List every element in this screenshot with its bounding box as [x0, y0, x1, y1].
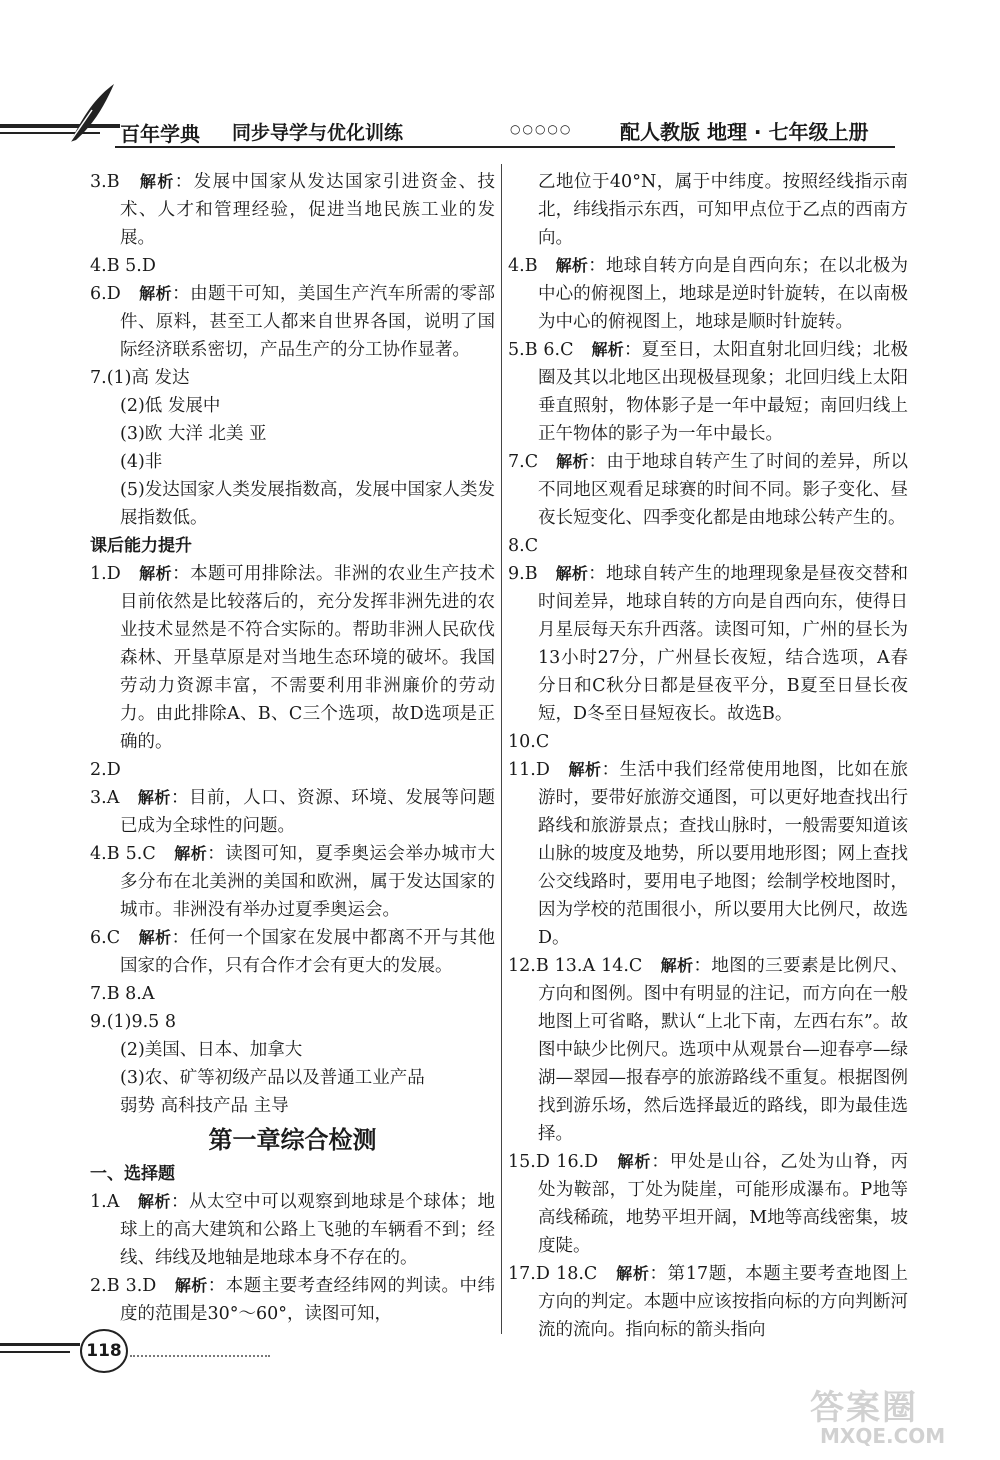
answer-text: ：夏至日，太阳直射北回归线；北极圈及其以北地区出现极昼现象；北回归线上太阳垂直照射，物体影子是一年中最短；南回归线上正午物体的影子为一年中最长。: [538, 340, 908, 444]
analysis-tag: 解析: [556, 452, 589, 471]
footer-rule-thin: [0, 1351, 70, 1353]
header-rule: [115, 146, 895, 148]
answer-entry: [90, 1008, 495, 1036]
watermark-url: MXQE.COM: [820, 1424, 946, 1448]
answer-number: 6.D: [90, 284, 121, 304]
answer-number: 1.A: [90, 1192, 120, 1212]
section-heading: 一、选择题: [90, 1164, 175, 1184]
answer-text: ：由题干可知，美国生产汽车所需的零部件、原料，甚至工人都来自世界各国，说明了国际经济联系密切，产品生产的分工协作显著。: [120, 284, 496, 360]
footer-rule: [0, 1343, 80, 1346]
answer-text: ：地球自转方向是自西向东；在以北极为中心的俯视图上，地球是逆时针旋转，在以南极为中心的俯视图上，地球是顺时针旋转。: [538, 256, 909, 332]
answer-entry: [508, 1260, 908, 1344]
brand-name: 百年学典: [120, 122, 200, 146]
answer-number: 3.B: [90, 172, 120, 192]
column-divider: [501, 164, 502, 1334]
analysis-tag: 解析: [137, 1192, 171, 1211]
answer-number: 6.C: [90, 928, 121, 948]
analysis-tag: 解析: [617, 1152, 652, 1171]
answer-text: ：从太空中可以观察到地球是个球体；地球上的高大建筑和公路上飞驰的车辆看不到；经线、纬线及地轴是地球本身不存在的。: [120, 1192, 495, 1268]
answer-number: 11.D: [508, 760, 550, 780]
answer-number: 17.D 18.C: [508, 1264, 598, 1284]
answer-entry: [508, 1148, 908, 1260]
right-column: [508, 168, 908, 1344]
analysis-tag: 解析: [616, 1264, 650, 1283]
answer-text: ：甲处是山谷，乙处为山脊，丙处为鞍部，丁处为陡崖，可能形成瀑布。P地等高线稀疏，地势平坦开阔，M地等高线密集，坡度陡。: [538, 1152, 909, 1256]
answer-text: ：本题可用排除法。非洲的农业生产技术目前依然是比较落后的，充分发挥非洲先进的农业技术显然是不符合实际的。帮助非洲人民砍伐森林、开垦草原是对当地生态环境的破坏。我国劳动力资源丰富，不需要利用非洲廉价的劳动力。由此排除A、B、C三个选项，故D选项是正确的。: [120, 564, 496, 752]
answer-subitem: (2)美国、日本、加拿大: [120, 1040, 303, 1060]
answer-entry: [508, 336, 908, 448]
answer-text: ：地球自转产生的地理现象是昼夜交替和时间差异，地球自转的方向是自西向东，使得日月星辰每天东升西落。读图可知，广州的昼长为13小时27分，广州昼长夜短，结合选项，A春分日和C秋分日都是昼夜平分，B夏至日昼长夜短，D冬至日昼短夜长。故选B。: [538, 564, 909, 724]
answer-subitem: (3)欧 大洋 北美 亚: [120, 424, 267, 444]
answer-subitem: 弱势 高科技产品 主导: [120, 1096, 289, 1116]
section-heading: 课后能力提升: [90, 536, 192, 556]
answer-subitem: (2)低 发展中: [120, 396, 221, 416]
answer-number: 3.A: [90, 788, 120, 808]
answer-entry: [90, 784, 495, 840]
answer-entry: [90, 1188, 495, 1272]
header-dots: ○○○○○: [510, 122, 573, 136]
answer-entry: [508, 560, 908, 728]
answer-text: ：由于地球自转产生了时间的差异，所以不同地区观看足球赛的时间不同。影子变化、昼夜长短变化、四季变化都是由地球公转产生的。: [538, 452, 908, 528]
edition-label: 配人教版 地理 · 七年级上册: [620, 120, 869, 144]
answer-entry: [90, 560, 495, 756]
answer-entry: [508, 756, 908, 952]
analysis-tag: 解析: [138, 928, 172, 947]
answer-number: 9.(1)9.5 8: [90, 1012, 177, 1032]
answer-number: 7.B 8.A: [90, 984, 155, 1004]
quill-icon: [62, 80, 122, 150]
answer-text: ：本题主要考查经纬网的判读。中纬度的范围是30°～60°，读图可知，: [120, 1276, 495, 1324]
answer-subitem: (3)农、矿等初级产品以及普通工业产品: [120, 1068, 425, 1088]
answer-number: 2.B 3.D: [90, 1276, 157, 1296]
analysis-tag: 解析: [139, 284, 173, 303]
answer-continuation: 乙地位于40°N，属于中纬度。按照经线指示南北，纬线指示东西，可知甲点位于乙点的西南方向。: [538, 172, 908, 248]
answer-entry: [90, 168, 495, 252]
analysis-tag: 解析: [139, 564, 173, 583]
answer-entry: [508, 252, 908, 336]
answer-subitem: (4)非: [120, 452, 163, 472]
answer-entry: [90, 924, 495, 980]
watermark-logo: 答案圈: [810, 1388, 918, 1428]
answer-text: ：任何一个国家在发展中都离不开与其他国家的合作，只有合作才会有更大的发展。: [120, 928, 496, 976]
analysis-tag: 解析: [568, 760, 602, 779]
answer-text: ：生活中我们经常使用地图，比如在旅游时，要带好旅游交通图，可以更好地查找出行路线和旅游景点；查找山脉时，一般需要知道该山脉的坡度及地势，所以要用地形图；网上查找公交线路时，要用电子地图；绘制学校地图时，因为学校的范围很小，所以要用大比例尺，故选D。: [538, 760, 909, 948]
answer-entry: [90, 364, 495, 392]
answer-number: 5.B 6.C: [508, 340, 574, 360]
answer-entry: [90, 980, 495, 1008]
left-column: [90, 168, 495, 1328]
answer-number: 4.B 5.C: [90, 844, 156, 864]
chapter-title: 第一章综合检测: [208, 1126, 377, 1154]
page-footer: [0, 1325, 300, 1385]
answer-entry: [90, 840, 495, 924]
answer-number: 10.C: [508, 732, 550, 752]
answer-number: 2.D: [90, 760, 121, 780]
answer-entry: [508, 448, 908, 532]
answer-entry: [90, 252, 495, 280]
answer-entry: [90, 1272, 495, 1328]
analysis-tag: 解析: [660, 956, 694, 975]
answer-text: ：读图可知，夏季奥运会举办城市大多分布在北美洲的美国和欧洲，属于发达国家的城市。非洲没有举办过夏季奥运会。: [120, 844, 495, 920]
book-subtitle: 同步导学与优化训练: [232, 122, 404, 144]
answer-entry: [90, 280, 495, 364]
answer-number: 12.B 13.A 14.C: [508, 956, 643, 976]
answer-entry: [508, 728, 908, 756]
footer-dotted-line: [130, 1355, 270, 1357]
answer-text: ：发展中国家从发达国家引进资金、技术、人才和管理经验，促进当地民族工业的发展。: [120, 172, 495, 248]
answer-number: 4.B: [508, 256, 538, 276]
answer-text: ：目前，人口、资源、环境、发展等问题已成为全球性的问题。: [120, 788, 495, 836]
analysis-tag: 解析: [174, 844, 208, 863]
answer-number: 4.B 5.D: [90, 256, 156, 276]
answer-text: ：第17题，本题主要考查地图上方向的判定。本题中应该按指向标的方向判断河流的流向。指向标的箭头指向: [538, 1264, 908, 1340]
answer-entry: [508, 952, 908, 1148]
answer-number: 8.C: [508, 536, 539, 556]
answer-entry: [508, 532, 908, 560]
answer-number: 7.(1)高 发达: [90, 368, 190, 388]
page-number: 118: [80, 1329, 128, 1373]
answer-subitem: (5)发达国家人类发展指数高，发展中国家人类发展指数低。: [120, 480, 495, 528]
answer-number: 1.D: [90, 564, 121, 584]
analysis-tag: 解析: [555, 256, 589, 275]
answer-number: 7.C: [508, 452, 539, 472]
analysis-tag: 解析: [555, 564, 589, 583]
answer-number: 9.B: [508, 564, 538, 584]
analysis-tag: 解析: [139, 172, 175, 191]
answer-text: ：地图的三要素是比例尺、方向和图例。图中有明显的注记，而方向在一般地图上可省略，默认“上北下南，左西右东”。故图中缺少比例尺。选项中从观景台—迎春亭—绿湖—翠园—报春亭的旅游路线不重复。根据图例找到游乐场，然后选择最近的路线，即为最佳选择。: [538, 956, 908, 1144]
answer-number: 15.D 16.D: [508, 1152, 599, 1172]
page-header: [0, 80, 1000, 170]
analysis-tag: 解析: [591, 340, 625, 359]
analysis-tag: 解析: [137, 788, 171, 807]
analysis-tag: 解析: [174, 1276, 208, 1295]
answer-entry: [90, 756, 495, 784]
watermark: [800, 1380, 990, 1450]
